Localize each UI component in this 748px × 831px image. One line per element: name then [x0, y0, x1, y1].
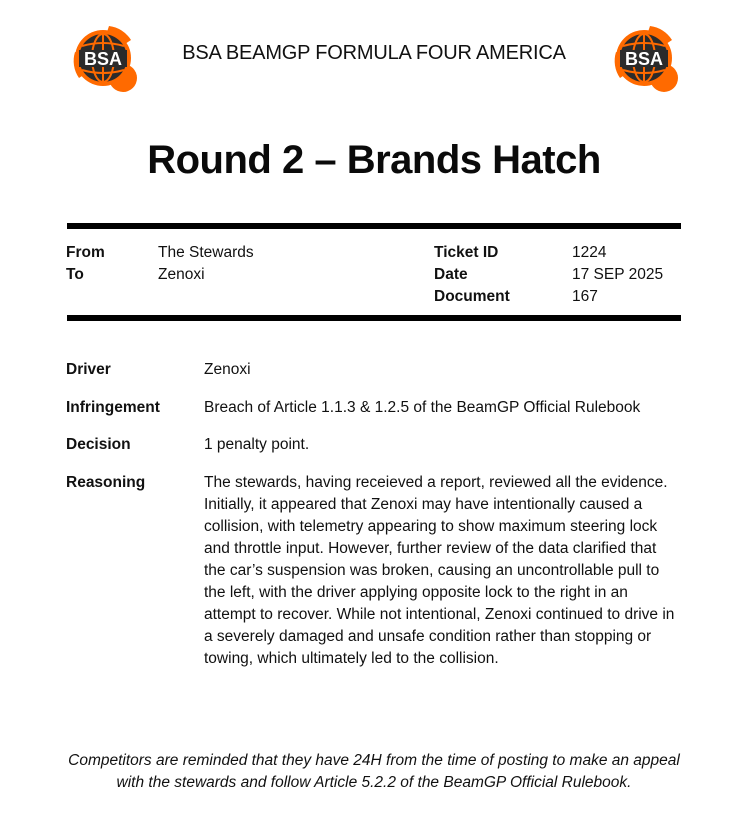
divider-top	[67, 223, 681, 229]
meta-row-to	[66, 264, 254, 286]
page-title: Round 2 – Brands Hatch	[147, 138, 601, 182]
globe-logo-icon	[606, 22, 682, 94]
meta-value: 17 SEP 2025	[572, 266, 664, 283]
meta-value: 1224	[572, 244, 607, 261]
meta-row-from	[66, 242, 254, 264]
meta-row-date	[434, 264, 663, 286]
detail-row-decision	[66, 434, 682, 456]
meta-label: Document	[434, 288, 510, 305]
detail-row-driver	[66, 359, 682, 381]
logo-text: BSA	[624, 49, 664, 69]
detail-value: The stewards, having receieved a report, reviewed all the evidence. Initially, it appeared that Zenoxi may have intentionally caused a collision, with telemetry appearing to show maximum steering lock and throttle input. However, further review of the data clarified that the car’s suspension was broken, causing an uncontrollable pull to the left, with the driver applying opposite lock to the right in an attempt to recover. While not intentional, Zenoxi continued to drive in a severely damaged and unsafe condition rather than stopping or towing, which ultimately led to the collision.	[204, 473, 675, 667]
meta-label: Date	[434, 266, 468, 283]
detail-label: Decision	[66, 436, 131, 453]
detail-value: Breach of Article 1.1.3 & 1.2.5 of the BeamGP Official Rulebook	[204, 398, 641, 416]
meta-row-ticket-id	[434, 242, 663, 264]
meta-value: The Stewards	[158, 244, 254, 261]
meta-from-to	[66, 242, 254, 286]
detail-row-reasoning	[66, 472, 682, 670]
detail-row-infringement	[66, 397, 682, 419]
appeal-notice: Competitors are reminded that they have 24H from the time of posting to make an appeal with the stewards and follow Article 5.2.2 of the BeamGP Official Rulebook.	[68, 752, 680, 791]
meta-row-document	[434, 286, 663, 308]
meta-label: Ticket ID	[434, 244, 499, 261]
meta-value: 167	[572, 288, 598, 305]
detail-value: 1 penalty point.	[204, 436, 310, 453]
detail-value: Zenoxi	[204, 361, 251, 378]
bsa-logo-right	[606, 22, 682, 94]
decision-details	[66, 359, 682, 685]
meta-value: Zenoxi	[158, 266, 205, 283]
detail-label: Infringement	[66, 398, 160, 416]
meta-label: To	[66, 266, 84, 283]
logo-text: BSA	[83, 49, 123, 69]
header-title: BSA BEAMGP FORMULA FOUR AMERICA	[182, 42, 566, 64]
detail-label: Driver	[66, 361, 111, 378]
meta-label: From	[66, 244, 105, 261]
detail-label: Reasoning	[66, 473, 146, 491]
meta-ticket-info	[434, 242, 663, 308]
divider-bottom	[67, 315, 681, 321]
